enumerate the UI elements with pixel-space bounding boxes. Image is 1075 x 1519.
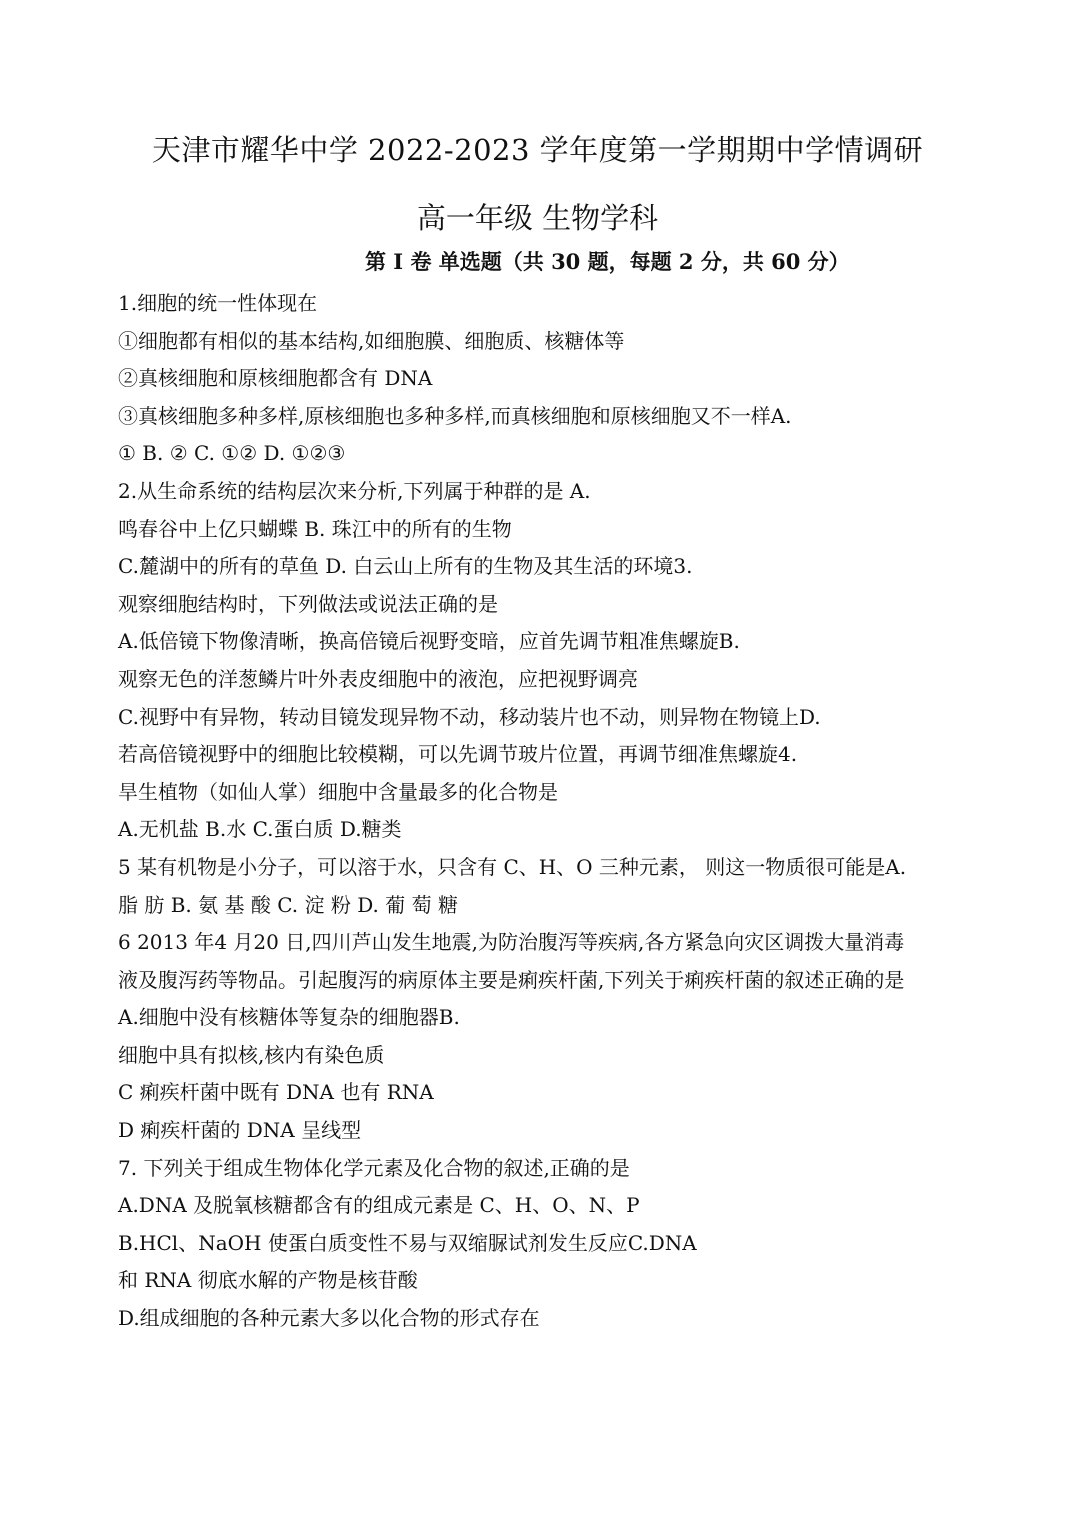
text-line: A.低倍镜下物像清晰，换高倍镜后视野变暗，应首先调节粗准焦螺旋B. <box>118 629 740 654</box>
exam-subtitle: 高一年级 生物学科 <box>416 201 659 235</box>
text-line: C 痢疾杆菌中既有 DNA 也有 RNA <box>118 1080 434 1105</box>
text-line: 细胞中具有拟核,核内有染色质 <box>118 1042 385 1067</box>
text-line: ①细胞都有相似的基本结构,如细胞膜、细胞质、核糖体等 <box>118 328 625 353</box>
text-line: B.HCl、NaOH 使蛋白质变性不易与双缩脲试剂发生反应C.DNA <box>118 1230 697 1255</box>
text-line: C.麓湖中的所有的草鱼 D. 白云山上所有的生物及其生活的环境3. <box>118 554 693 579</box>
text-line: D 痢疾杆菌的 DNA 呈线型 <box>118 1118 362 1143</box>
text-line: ②真核细胞和原核细胞都含有 DNA <box>118 366 433 391</box>
text-line: 5 某有机物是小分子，可以溶于水，只含有 C、H、O 三种元素， 则这一物质很可能是A. <box>118 854 907 879</box>
text-line: 脂 肪 B. 氨 基 酸 C. 淀 粉 D. 葡 萄 糖 <box>118 892 458 917</box>
text-line: ③真核细胞多种多样,原核细胞也多种多样,而真核细胞和原核细胞又不一样A. <box>118 403 792 428</box>
text-line: C.视野中有异物，转动目镜发现异物不动，移动装片也不动，则异物在物镜上D. <box>118 704 821 729</box>
text-line: A.细胞中没有核糖体等复杂的细胞器B. <box>118 1005 460 1030</box>
text-line: 观察无色的洋葱鳞片叶外表皮细胞中的液泡，应把视野调亮 <box>118 666 638 691</box>
text-line: A.DNA 及脱氧核糖都含有的组成元素是 C、H、O、N、P <box>118 1193 640 1218</box>
text-line: A.无机盐 B.水 C.蛋白质 D.糖类 <box>118 817 402 842</box>
text-line: 若高倍镜视野中的细胞比较模糊，可以先调节玻片位置，再调节细准焦螺旋4. <box>118 742 798 767</box>
text-line: 6 2013 年4 月20 日,四川芦山发生地震,为防治腹泻等疾病,各方紧急向灾区调拨大量消毒 <box>118 930 905 955</box>
text-line: 1.细胞的统一性体现在 <box>118 291 318 315</box>
text-line: 观察细胞结构时，下列做法或说法正确的是 <box>118 591 498 616</box>
text-line: D.组成细胞的各种元素大多以化合物的形式存在 <box>118 1306 540 1331</box>
text-line: 7. 下列关于组成生物体化学元素及化合物的叙述,正确的是 <box>118 1155 630 1180</box>
text-line: 旱生植物（如仙人掌）细胞中含量最多的化合物是 <box>118 779 558 804</box>
text-line: 和 RNA 彻底水解的产物是核苷酸 <box>118 1268 418 1293</box>
exam-title: 天津市耀华中学 2022-2023 学年度第一学期期中学情调研 <box>151 133 924 167</box>
text-line: 2.从生命系统的结构层次来分析,下列属于种群的是 A. <box>118 478 591 503</box>
section-heading: 第 I 卷 单选题（共 30 题，每题 2 分，共 60 分） <box>365 249 850 274</box>
text-line: ① B. ② C. ①② D. ①②③ <box>118 441 346 466</box>
text-line: 液及腹泻药等物品。引起腹泻的病原体主要是痢疾杆菌,下列关于痢疾杆菌的叙述正确的是 <box>118 967 905 992</box>
text-line: 鸣春谷中上亿只蝴蝶 B. 珠江中的所有的生物 <box>118 516 512 541</box>
question-body <box>118 285 978 1338</box>
